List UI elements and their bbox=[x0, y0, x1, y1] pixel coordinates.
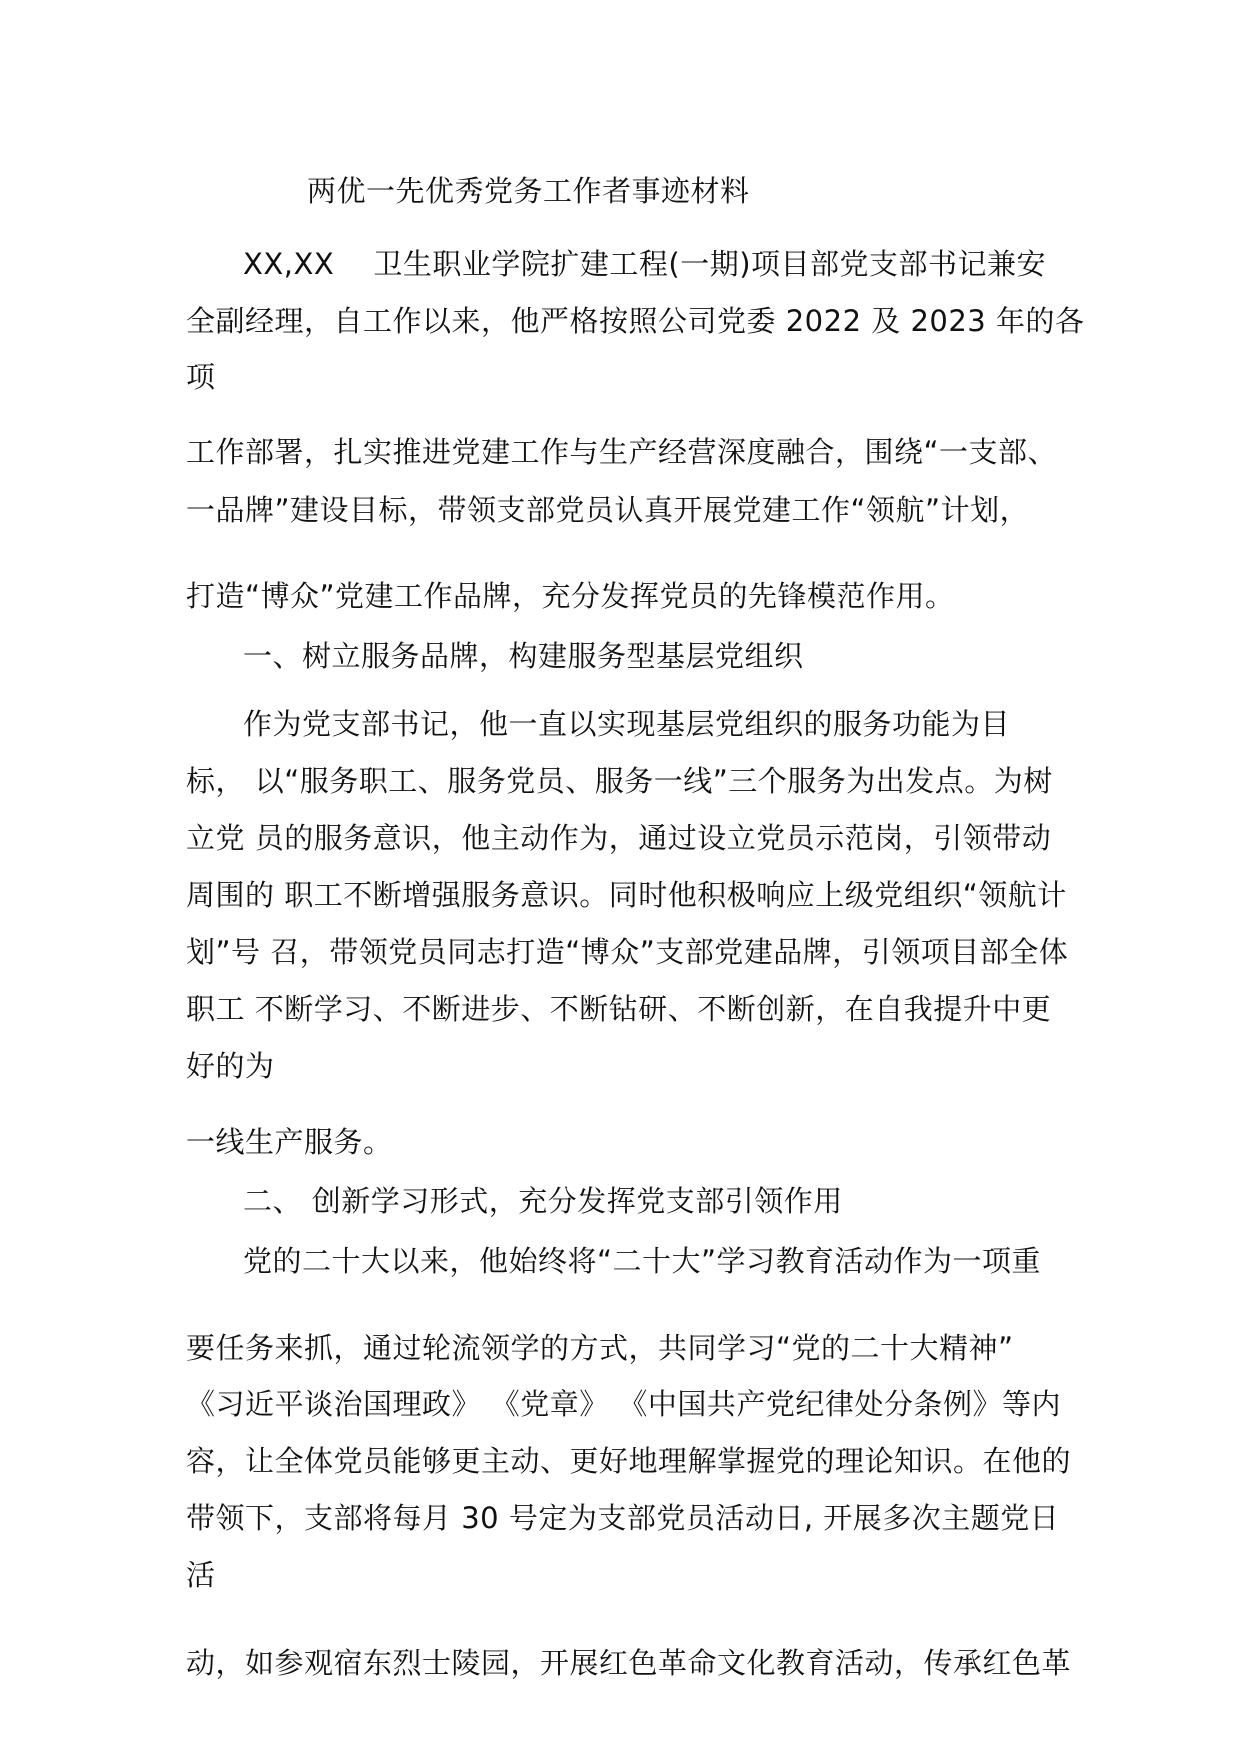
paragraph-line: 项 bbox=[186, 360, 216, 394]
paragraph-line: 动，如参观宿东烈士陵园，开展红色革命文化教育活动，传承红色革 bbox=[186, 1646, 1072, 1680]
paragraph-line: 带领下，支部将每月 30 号定为支部党员活动日, 开展多次主题党日 bbox=[186, 1501, 1060, 1535]
section-heading-1: 一、树立服务品牌，构建服务型基层党组织 bbox=[243, 639, 804, 673]
paragraph-line: 要任务来抓，通过轮流领学的方式，共同学习“党的二十大精神” bbox=[186, 1331, 1014, 1365]
paragraph-line: 标， 以“服务职工、服务党员、服务一线”三个服务为出发点。为树 bbox=[186, 764, 1053, 798]
paragraph-line: 划”号 召，带领党员同志打造“博众”支部党建品牌，引领项目部全体 bbox=[186, 935, 1069, 969]
paragraph-line: 容，让全体党员能够更主动、更好地理解掌握党的理论知识。在他的 bbox=[186, 1444, 1072, 1478]
paragraph-line: XX,XX 卫生职业学院扩建工程(一期)项目部党支部书记兼安 bbox=[243, 247, 1047, 281]
paragraph-line: 作为党支部书记，他一直以实现基层党组织的服务功能为目 bbox=[243, 707, 1011, 741]
paragraph-line: 《习近平谈治国理政》 《党章》 《中国共产党纪律处分条例》等内 bbox=[186, 1387, 1061, 1421]
section-heading-2: 二、 创新学习形式，充分发挥党支部引领作用 bbox=[243, 1184, 843, 1218]
document-title: 两优一先优秀党务工作者事迹材料 bbox=[307, 174, 750, 208]
paragraph-line: 全副经理，自工作以来，他严格按照公司党委 2022 及 2023 年的各 bbox=[186, 304, 1085, 338]
paragraph-line: 立党 员的服务意识，他主动作为，通过设立党员示范岗，引领带动 bbox=[186, 821, 1052, 855]
paragraph-line: 职工 不断学习、不断进步、不断钻研、不断创新，在自我提升中更 bbox=[186, 992, 1052, 1026]
paragraph-line: 一线生产服务。 bbox=[186, 1125, 393, 1159]
paragraph-line: 好的为 bbox=[186, 1049, 275, 1083]
paragraph-line: 活 bbox=[186, 1558, 216, 1592]
paragraph-line: 一品牌”建设目标，带领支部党员认真开展党建工作“领航”计划， bbox=[186, 493, 1030, 527]
paragraph-line: 周围的 职工不断增强服务意识。同时他积极响应上级党组织“领航计 bbox=[186, 878, 1067, 912]
paragraph-line: 工作部署，扎实推进党建工作与生产经营深度融合，围绕“一支部、 bbox=[186, 435, 1058, 469]
paragraph-line: 党的二十大以来，他始终将“二十大”学习教育活动作为一项重 bbox=[243, 1244, 1042, 1278]
paragraph-line: 打造“博众”党建工作品牌，充分发挥党员的先锋模范作用。 bbox=[186, 579, 955, 613]
